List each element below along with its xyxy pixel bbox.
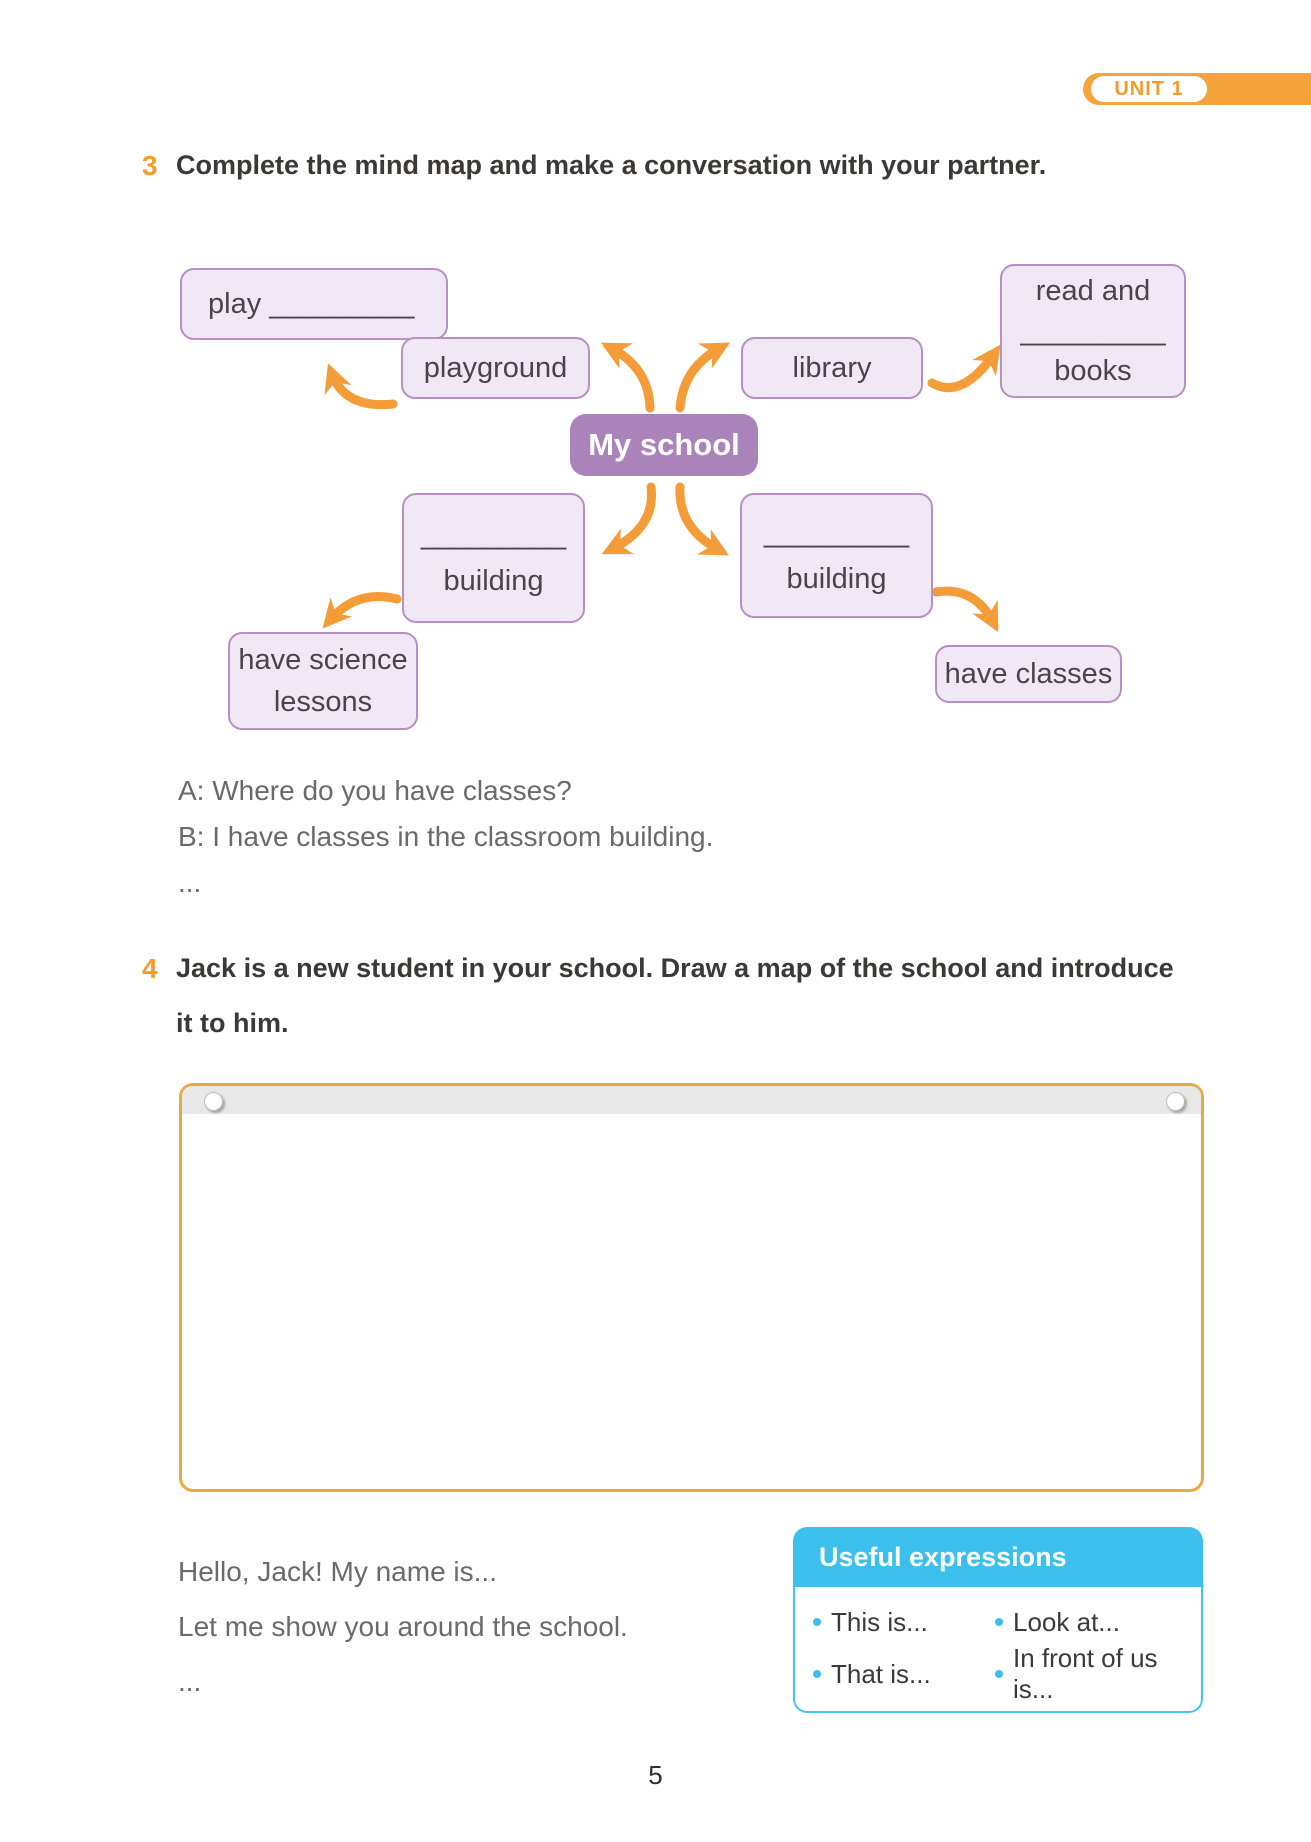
exercise4-instruction-line2: it to him. bbox=[176, 1008, 289, 1038]
read-books-line1: read and bbox=[1035, 275, 1151, 307]
mindmap-center-label: My school bbox=[588, 427, 740, 462]
mindmap-node-science bbox=[228, 632, 418, 730]
bullet-dot-icon bbox=[813, 1670, 821, 1678]
mindmap-node-play bbox=[180, 268, 448, 340]
unit-badge bbox=[1091, 76, 1207, 102]
building-right-blank: _________ bbox=[763, 516, 910, 549]
exercise3-instruction: Complete the mind map and make a conversation with your partner. bbox=[176, 150, 1047, 180]
bullet-dot-icon bbox=[813, 1618, 821, 1626]
science-line2: lessons bbox=[273, 686, 373, 718]
unit-banner bbox=[1083, 73, 1311, 105]
science-line1: have science bbox=[238, 644, 408, 676]
mindmap-node-classes bbox=[935, 645, 1122, 703]
monologue bbox=[178, 1544, 628, 1709]
pin-left-icon bbox=[204, 1092, 223, 1111]
expression-in-front: In front of us is... bbox=[1013, 1643, 1158, 1704]
arrow-building-to-science-icon bbox=[330, 597, 397, 620]
building-left-label: building bbox=[443, 565, 544, 597]
building-right-label: building bbox=[786, 562, 887, 595]
arrow-center-to-building-left-icon bbox=[612, 487, 652, 549]
exercise4-number: 4 bbox=[142, 953, 158, 984]
building-left-blank: _________ bbox=[420, 519, 567, 551]
useful-expressions-header bbox=[793, 1527, 1203, 1587]
arrow-building-to-classes-icon bbox=[936, 591, 993, 622]
expression-item bbox=[995, 1599, 1201, 1645]
monologue-ellipsis: ... bbox=[178, 1666, 202, 1697]
mindmap-node-library bbox=[741, 337, 923, 399]
bullet-dot-icon bbox=[995, 1670, 1003, 1678]
mindmap-node-library-label: library bbox=[792, 352, 872, 384]
monologue-line1: Hello, Jack! My name is... bbox=[178, 1556, 497, 1587]
read-books-blank: _________ bbox=[1020, 315, 1166, 347]
expression-item bbox=[995, 1643, 1201, 1704]
unit-badge-label: UNIT 1 bbox=[1114, 77, 1184, 100]
arrow-center-to-playground-icon bbox=[611, 348, 650, 408]
expression-item bbox=[813, 1599, 995, 1645]
mindmap-center-node bbox=[570, 414, 758, 476]
mindmap-node-building-left bbox=[402, 493, 585, 623]
mindmap-node-building-right bbox=[740, 493, 933, 618]
dialogue-line-a: A: Where do you have classes? bbox=[178, 775, 572, 806]
mindmap-node-read-books bbox=[1000, 264, 1186, 398]
expression-this-is: This is... bbox=[831, 1606, 928, 1637]
page-number: 5 bbox=[648, 1760, 663, 1790]
expression-that-is: That is... bbox=[831, 1658, 931, 1689]
pin-right-icon bbox=[1166, 1092, 1185, 1111]
arrow-library-to-read-icon bbox=[932, 354, 994, 388]
useful-expressions-title: Useful expressions bbox=[819, 1541, 1067, 1572]
exercise3-number: 3 bbox=[142, 150, 158, 181]
arrow-center-to-library-icon bbox=[680, 348, 720, 408]
arrow-playground-to-play-icon bbox=[332, 374, 393, 405]
monologue-line2: Let me show you around the school. bbox=[178, 1611, 628, 1642]
expression-item bbox=[813, 1651, 995, 1697]
bullet-dot-icon bbox=[995, 1618, 1003, 1626]
useful-expressions-body bbox=[793, 1587, 1203, 1713]
mindmap-node-play-label: play _________ bbox=[208, 288, 415, 320]
mindmap-node-playground-label: playground bbox=[423, 352, 568, 384]
classes-label: have classes bbox=[944, 658, 1113, 690]
drawing-area[interactable] bbox=[179, 1083, 1204, 1492]
exercise4-instruction-line1: Jack is a new student in your school. Draw a map of the school and introduce bbox=[176, 953, 1174, 983]
dialogue bbox=[178, 768, 713, 906]
expression-look-at: Look at... bbox=[1013, 1606, 1120, 1637]
useful-expressions-box bbox=[793, 1527, 1203, 1713]
drawing-area-header-band bbox=[182, 1086, 1201, 1114]
arrow-center-to-building-right-icon bbox=[680, 487, 719, 550]
mindmap-node-playground bbox=[401, 337, 590, 399]
dialogue-line-b: B: I have classes in the classroom building. bbox=[178, 821, 714, 852]
read-books-line3: books bbox=[1054, 355, 1132, 387]
dialogue-ellipsis: ... bbox=[178, 867, 202, 898]
